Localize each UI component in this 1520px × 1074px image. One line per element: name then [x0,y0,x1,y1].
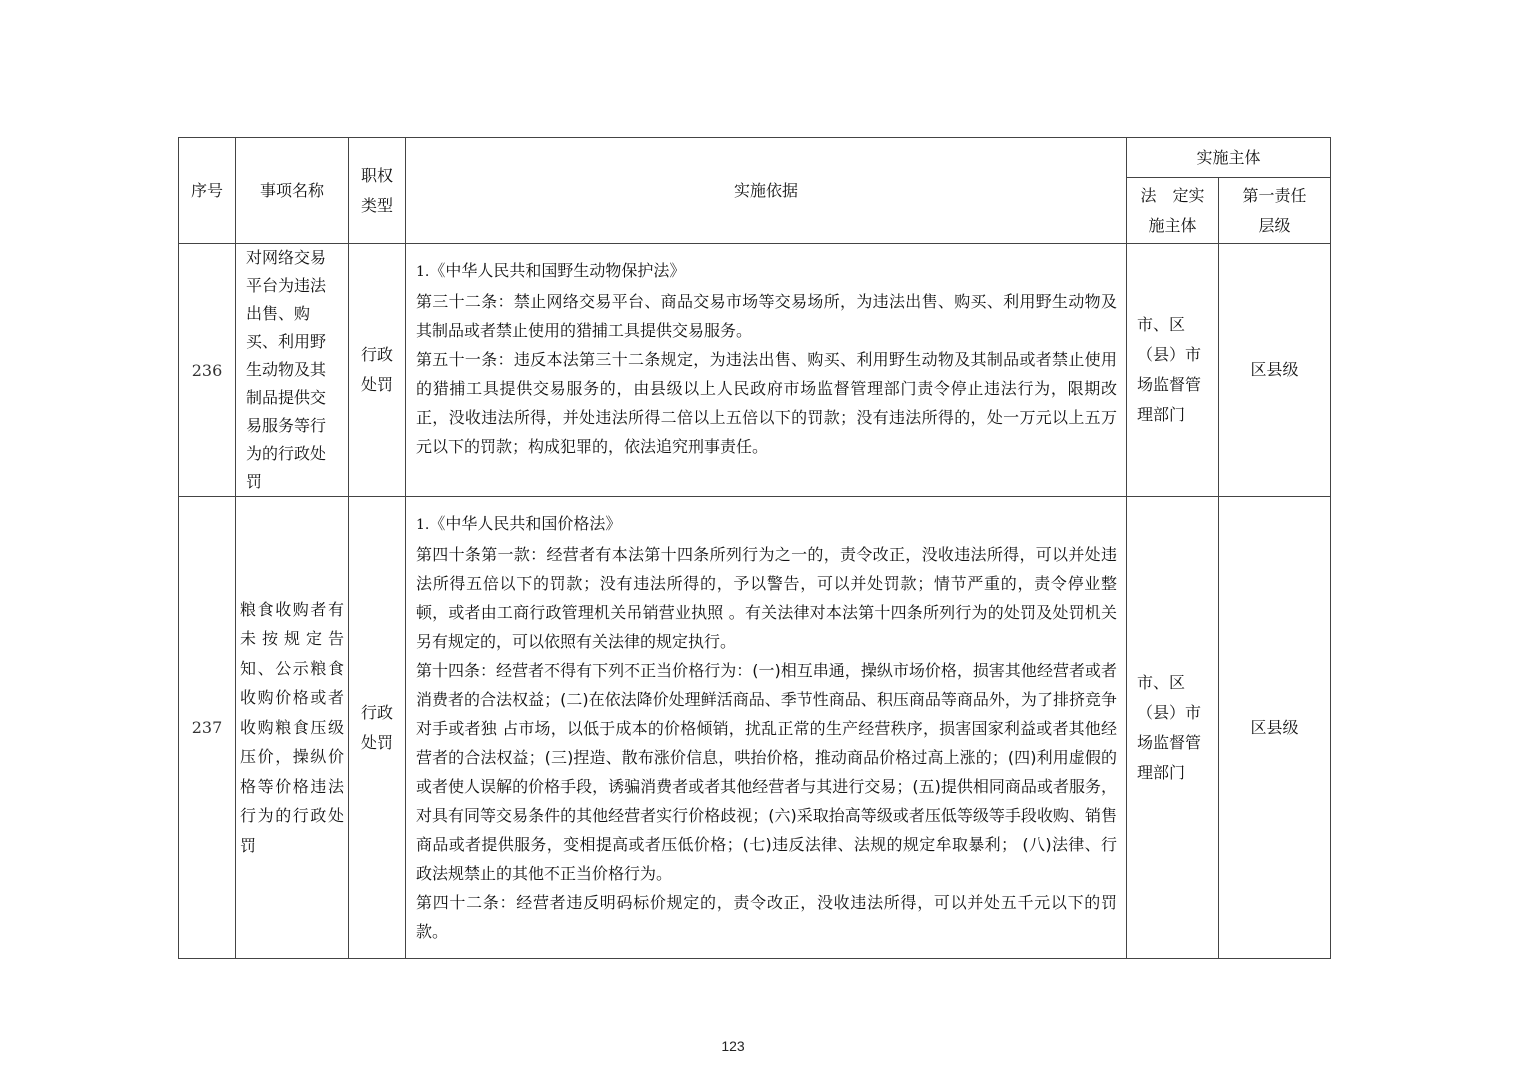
row-name: 对网络交易平台为违法出售、购买、利用野生动物及其制品提供交易服务等行为的行政处罚 [236,244,349,497]
row-seq: 237 [179,497,236,959]
row-name: 粮食收购者有未按规定告知、公示粮食收购价格或者收购粮食压级压价，操纵价格等价格违法行为的行政处罚 [236,497,349,959]
header-name: 事项名称 [236,138,349,244]
row-entity: 市、区（县）市场监督管理部门 [1127,244,1219,497]
table-row [179,244,1331,497]
row-type: 行政处罚 [349,497,406,959]
header-type: 职权类型 [349,138,406,244]
page-number: 123 [721,1038,745,1054]
header-subject: 实施主体 [1127,138,1331,178]
basis-paragraph: 第四十二条：经营者违反明码标价规定的，责令改正，没收违法所得，可以并处五千元以下的罚款。 [416,893,1117,941]
row-entity: 市、区（县）市场监督管理部门 [1127,497,1219,959]
table-row [179,497,1331,959]
basis-paragraph: 第三十二条：禁止网络交易平台、商品交易市场等交易场所，为违法出售、购买、利用野生动物及其制品或者禁止使用的猎捕工具提供交易服务。 [416,292,1117,340]
row-level: 区县级 [1219,244,1331,497]
row-type: 行政处罚 [349,244,406,497]
enforcement-table [178,137,1331,959]
header-legal-subject: 法 定实施主体 [1127,178,1219,244]
basis-paragraph: 第五十一条：违反本法第三十二条规定，为违法出售、购买、利用野生动物及其制品或者禁止使用的猎捕工具提供交易服务的，由县级以上人民政府市场监督管理部门责令停止违法行为，限期改正，没收违法所得，并处违法所得二倍以上五倍以下的罚款；没有违法所得的，处一万元以上五万元以下的罚款；构成犯罪的，依法追究刑事责任。 [416,350,1117,456]
row-seq: 236 [179,244,236,497]
row-basis [406,497,1127,959]
row-level: 区县级 [1219,497,1331,959]
basis-paragraph: 第十四条：经营者不得有下列不正当价格行为：(一)相互串通，操纵市场价格，损害其他经营者或者消费者的合法权益；(二)在依法降价处理鲜活商品、季节性商品、积压商品等商品外，为了排挤竞争对手或者独 占市场，以低于成本的价格倾销，扰乱正常的生产经营秩序，损害国家利益或者其他经营者的合法权益；(三)捏造、散布涨价信息，哄抬价格，推动商品价格过高上涨的；(四)利用虚假的或者使人误解的价格手段，诱骗消费者或者其他经营者与其进行交易；(五)提供相同商品或者服务，对具有同等交易条件的其他经营者实行价格歧视；(六)采取抬高等级或者压低等级等手段收购、销售商品或者提供服务，变相提高或者压低价格；(七)违反法律、法规的规定牟取暴利； (八)法律、行政法规禁止的其他不正当价格行为。 [416,661,1117,883]
header-seq: 序号 [179,138,236,244]
row-basis [406,244,1127,497]
header-first-level: 第一责任层级 [1219,178,1331,244]
header-basis: 实施依据 [406,138,1127,244]
basis-title: 1.《中华人民共和国野生动物保护法》 [416,261,686,280]
basis-title: 1.《中华人民共和国价格法》 [416,514,622,533]
basis-paragraph: 第四十条第一款：经营者有本法第十四条所列行为之一的，责令改正，没收违法所得，可以并处违法所得五倍以下的罚款；没有违法所得的，予以警告，可以并处罚款；情节严重的，责令停业整顿，或者由工商行政管理机关吊销营业执照 。有关法律对本法第十四条所列行为的处罚及处罚机关另有规定的，可以依照有关法律的规定执行。 [416,545,1117,651]
